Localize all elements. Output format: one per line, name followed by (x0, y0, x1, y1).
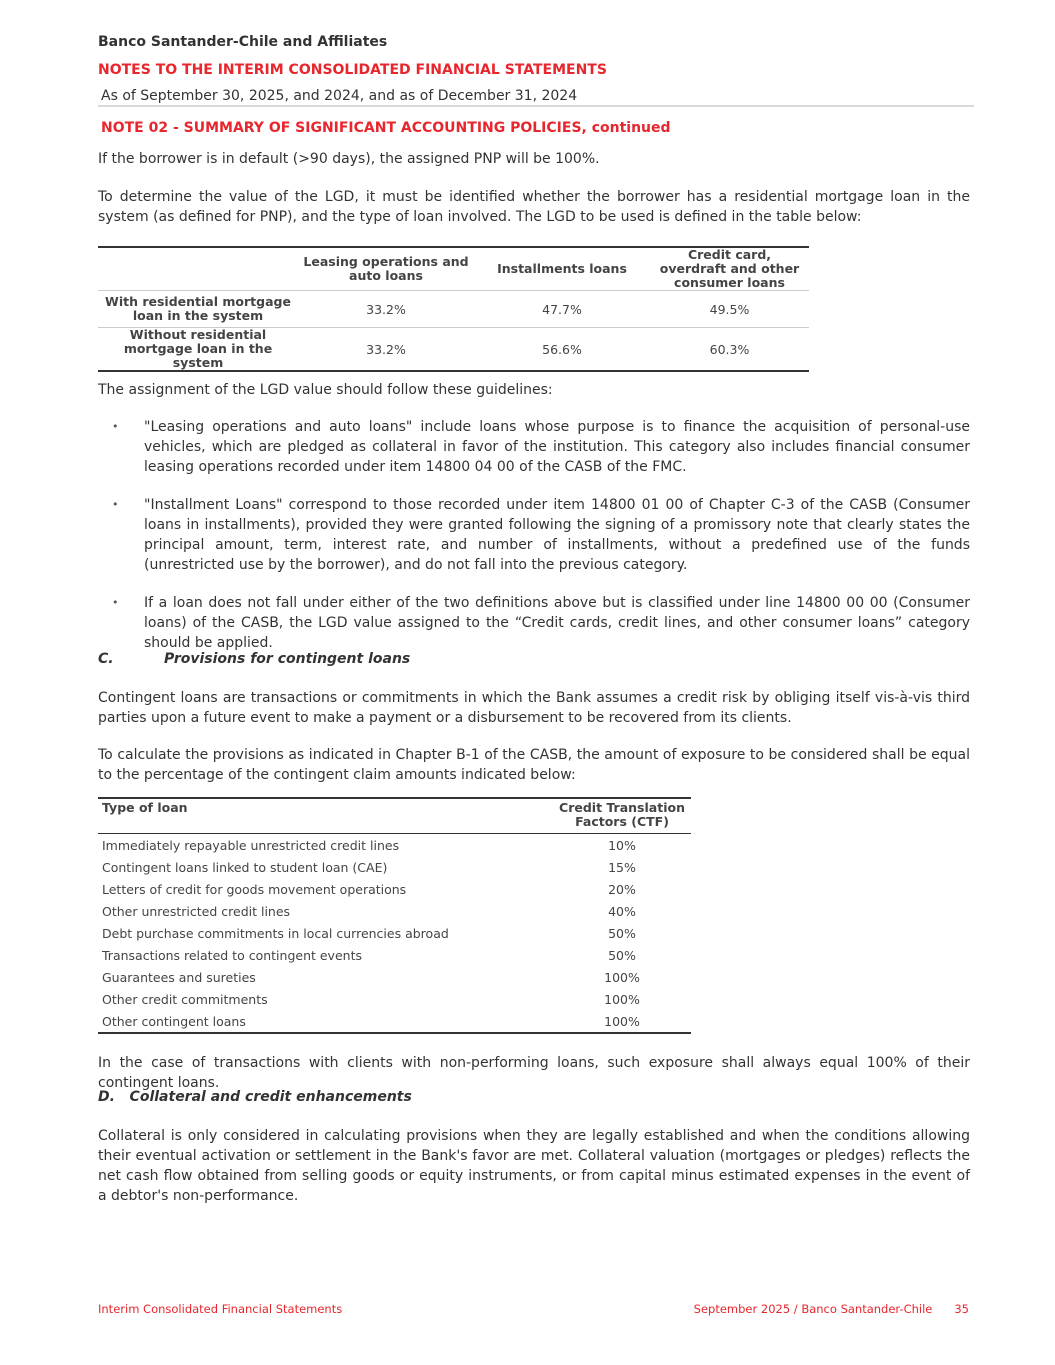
lgd-header-leasing: Leasing operations and auto loans (298, 247, 474, 291)
bullet-text: "Leasing operations and auto loans" include loans whose purpose is to finance the acquisition of personal-use vehicles, which are pledged as collateral in favor of the institution. This category also includes financial consumer leasing operations recorded under item 14800 04 00 of the CASB of the FMC. (144, 419, 970, 475)
lgd-header-installments: Installments loans (474, 247, 650, 291)
ctf-value-cell: 10% (608, 837, 636, 853)
ctf-value-cell: 15% (608, 859, 636, 875)
bullet-item (98, 495, 970, 575)
ctf-type-cell: Debt purchase commitments in local currencies abroad (102, 925, 449, 941)
ctf-type-cell: Other unrestricted credit lines (102, 903, 291, 919)
header-divider (98, 105, 974, 107)
bullet-text: If a loan does not fall under either of the two definitions above but is classified under line 14800 00 00 (Consumer loans) of the CASB, the LGD value assigned to the “Credit cards, credit lines, and other consumer loans” category should be applied. (144, 595, 970, 651)
lgd-cell: 56.6% (474, 328, 650, 372)
company-name: Banco Santander-Chile and Affiliates (98, 34, 388, 50)
ctf-header-type: Type of loan (98, 798, 553, 834)
ctf-type-cell: Immediately repayable unrestricted credit lines (102, 837, 400, 853)
footer-report-date: September 2025 / Banco Santander-Chile (693, 1302, 933, 1316)
ctf-value-cell: 100% (604, 969, 640, 985)
table-row (98, 834, 691, 857)
lgd-cell: 33.2% (298, 291, 474, 328)
table-row (98, 944, 691, 966)
table-row (98, 878, 691, 900)
notes-title: NOTES TO THE INTERIM CONSOLIDATED FINANCIAL STATEMENTS (98, 62, 607, 78)
bullet-icon: • (112, 420, 119, 433)
page-number: 35 (954, 1302, 969, 1316)
bullet-item (98, 593, 970, 653)
table-row (98, 291, 809, 328)
bullet-text: "Installment Loans" correspond to those recorded under item 14800 01 00 of Chapter C-3 of the CASB (Consumer loans in installments), provided they were granted following the signing of a promissory note that clearly states the principal amount, term, interest rate, and number of installments, without a predefined use of the funds (unrestricted use by the borrower), and do not fall into the previous category. (144, 497, 970, 573)
table-row (98, 966, 691, 988)
lgd-cell: 60.3% (650, 328, 809, 372)
ctf-value-cell: 50% (608, 925, 636, 941)
section-c-heading (98, 651, 411, 667)
section-d-heading: D. Collateral and credit enhancements (98, 1089, 412, 1105)
paragraph-calculate: To calculate the provisions as indicated in Chapter B-1 of the CASB, the amount of exposure to be considered shall be equal to the percentage of the contingent claim amounts indicated below: (98, 747, 970, 783)
paragraph-collateral: Collateral is only considered in calculating provisions when they are legally established and when the conditions allowing their eventual activation or settlement in the Bank's favor are met. Collateral valuation (mortgages or pledges) reflects the net cash flow obtained from selling goods or equity instruments, or from capital minus estimated expenses in the event of a debtor's non-performance. (98, 1128, 970, 1204)
ctf-table (98, 797, 691, 1034)
table-row (98, 328, 809, 372)
section-c-title: Provisions for contingent loans (164, 651, 411, 667)
ctf-value-cell: 50% (608, 947, 636, 963)
ctf-value-cell: 100% (604, 991, 640, 1007)
paragraph-default: If the borrower is in default (>90 days), the assigned PNP will be 100%. (98, 151, 600, 167)
ctf-type-cell: Other credit commitments (102, 991, 268, 1007)
footer-left: Interim Consolidated Financial Statements (98, 1302, 343, 1316)
table-row (98, 900, 691, 922)
table-row (98, 856, 691, 878)
lgd-table (98, 246, 809, 372)
ctf-type-cell: Guarantees and sureties (102, 969, 256, 985)
footer-right (694, 1302, 969, 1316)
lgd-cell: 33.2% (298, 328, 474, 372)
bullet-icon: • (112, 596, 119, 609)
ctf-value-cell: 40% (608, 903, 636, 919)
lgd-header-credit-card: Credit card, overdraft and other consumer loans (650, 247, 809, 291)
ctf-header-row (98, 798, 691, 834)
paragraph-nonperforming: In the case of transactions with clients with non-performing loans, such exposure shall always equal 100% of their contingent loans. (98, 1055, 970, 1091)
ctf-type-cell: Transactions related to contingent events (102, 947, 362, 963)
paragraph-contingent: Contingent loans are transactions or commitments in which the Bank assumes a credit risk by obliging itself vis-à-vis third parties upon a future event to make a payment or a disbursement to be recovered from its clients. (98, 690, 970, 726)
bullet-icon: • (112, 498, 119, 511)
paragraph-lgd-intro: To determine the value of the LGD, it must be identified whether the borrower has a residential mortgage loan in the system (as defined for PNP), and the type of loan involved. The LGD to be used is defined in the table below: (98, 189, 970, 225)
ctf-value-cell: 100% (553, 1010, 691, 1033)
ctf-header-factor (553, 798, 691, 834)
lgd-row-label: With residential mortgage loan in the system (98, 291, 298, 328)
ctf-value-cell: 20% (608, 881, 636, 897)
table-row (98, 1010, 691, 1033)
ctf-header-factor-line2: Factors (CTF) (575, 814, 669, 829)
paragraph-guidelines: The assignment of the LGD value should follow these guidelines: (98, 382, 553, 398)
ctf-type-cell: Other contingent loans (98, 1010, 553, 1033)
ctf-type-cell: Letters of credit for goods movement operations (102, 881, 407, 897)
ctf-type-cell: Contingent loans linked to student loan (CAE) (102, 859, 388, 875)
table-row (98, 988, 691, 1010)
lgd-header-row (98, 247, 809, 291)
lgd-cell: 47.7% (474, 291, 650, 328)
bullet-item (98, 417, 970, 477)
lgd-row-label: Without residential mortgage loan in the system (98, 328, 298, 372)
as-of-date: As of September 30, 2025, and 2024, and as of December 31, 2024 (101, 88, 578, 104)
table-row (98, 922, 691, 944)
lgd-cell: 49.5% (650, 291, 809, 328)
section-c-letter: C. (98, 651, 114, 667)
ctf-header-factor-line1: Credit Translation (559, 800, 685, 815)
note-title: NOTE 02 - SUMMARY OF SIGNIFICANT ACCOUNTING POLICIES, continued (101, 120, 671, 136)
lgd-header-empty (98, 247, 298, 291)
